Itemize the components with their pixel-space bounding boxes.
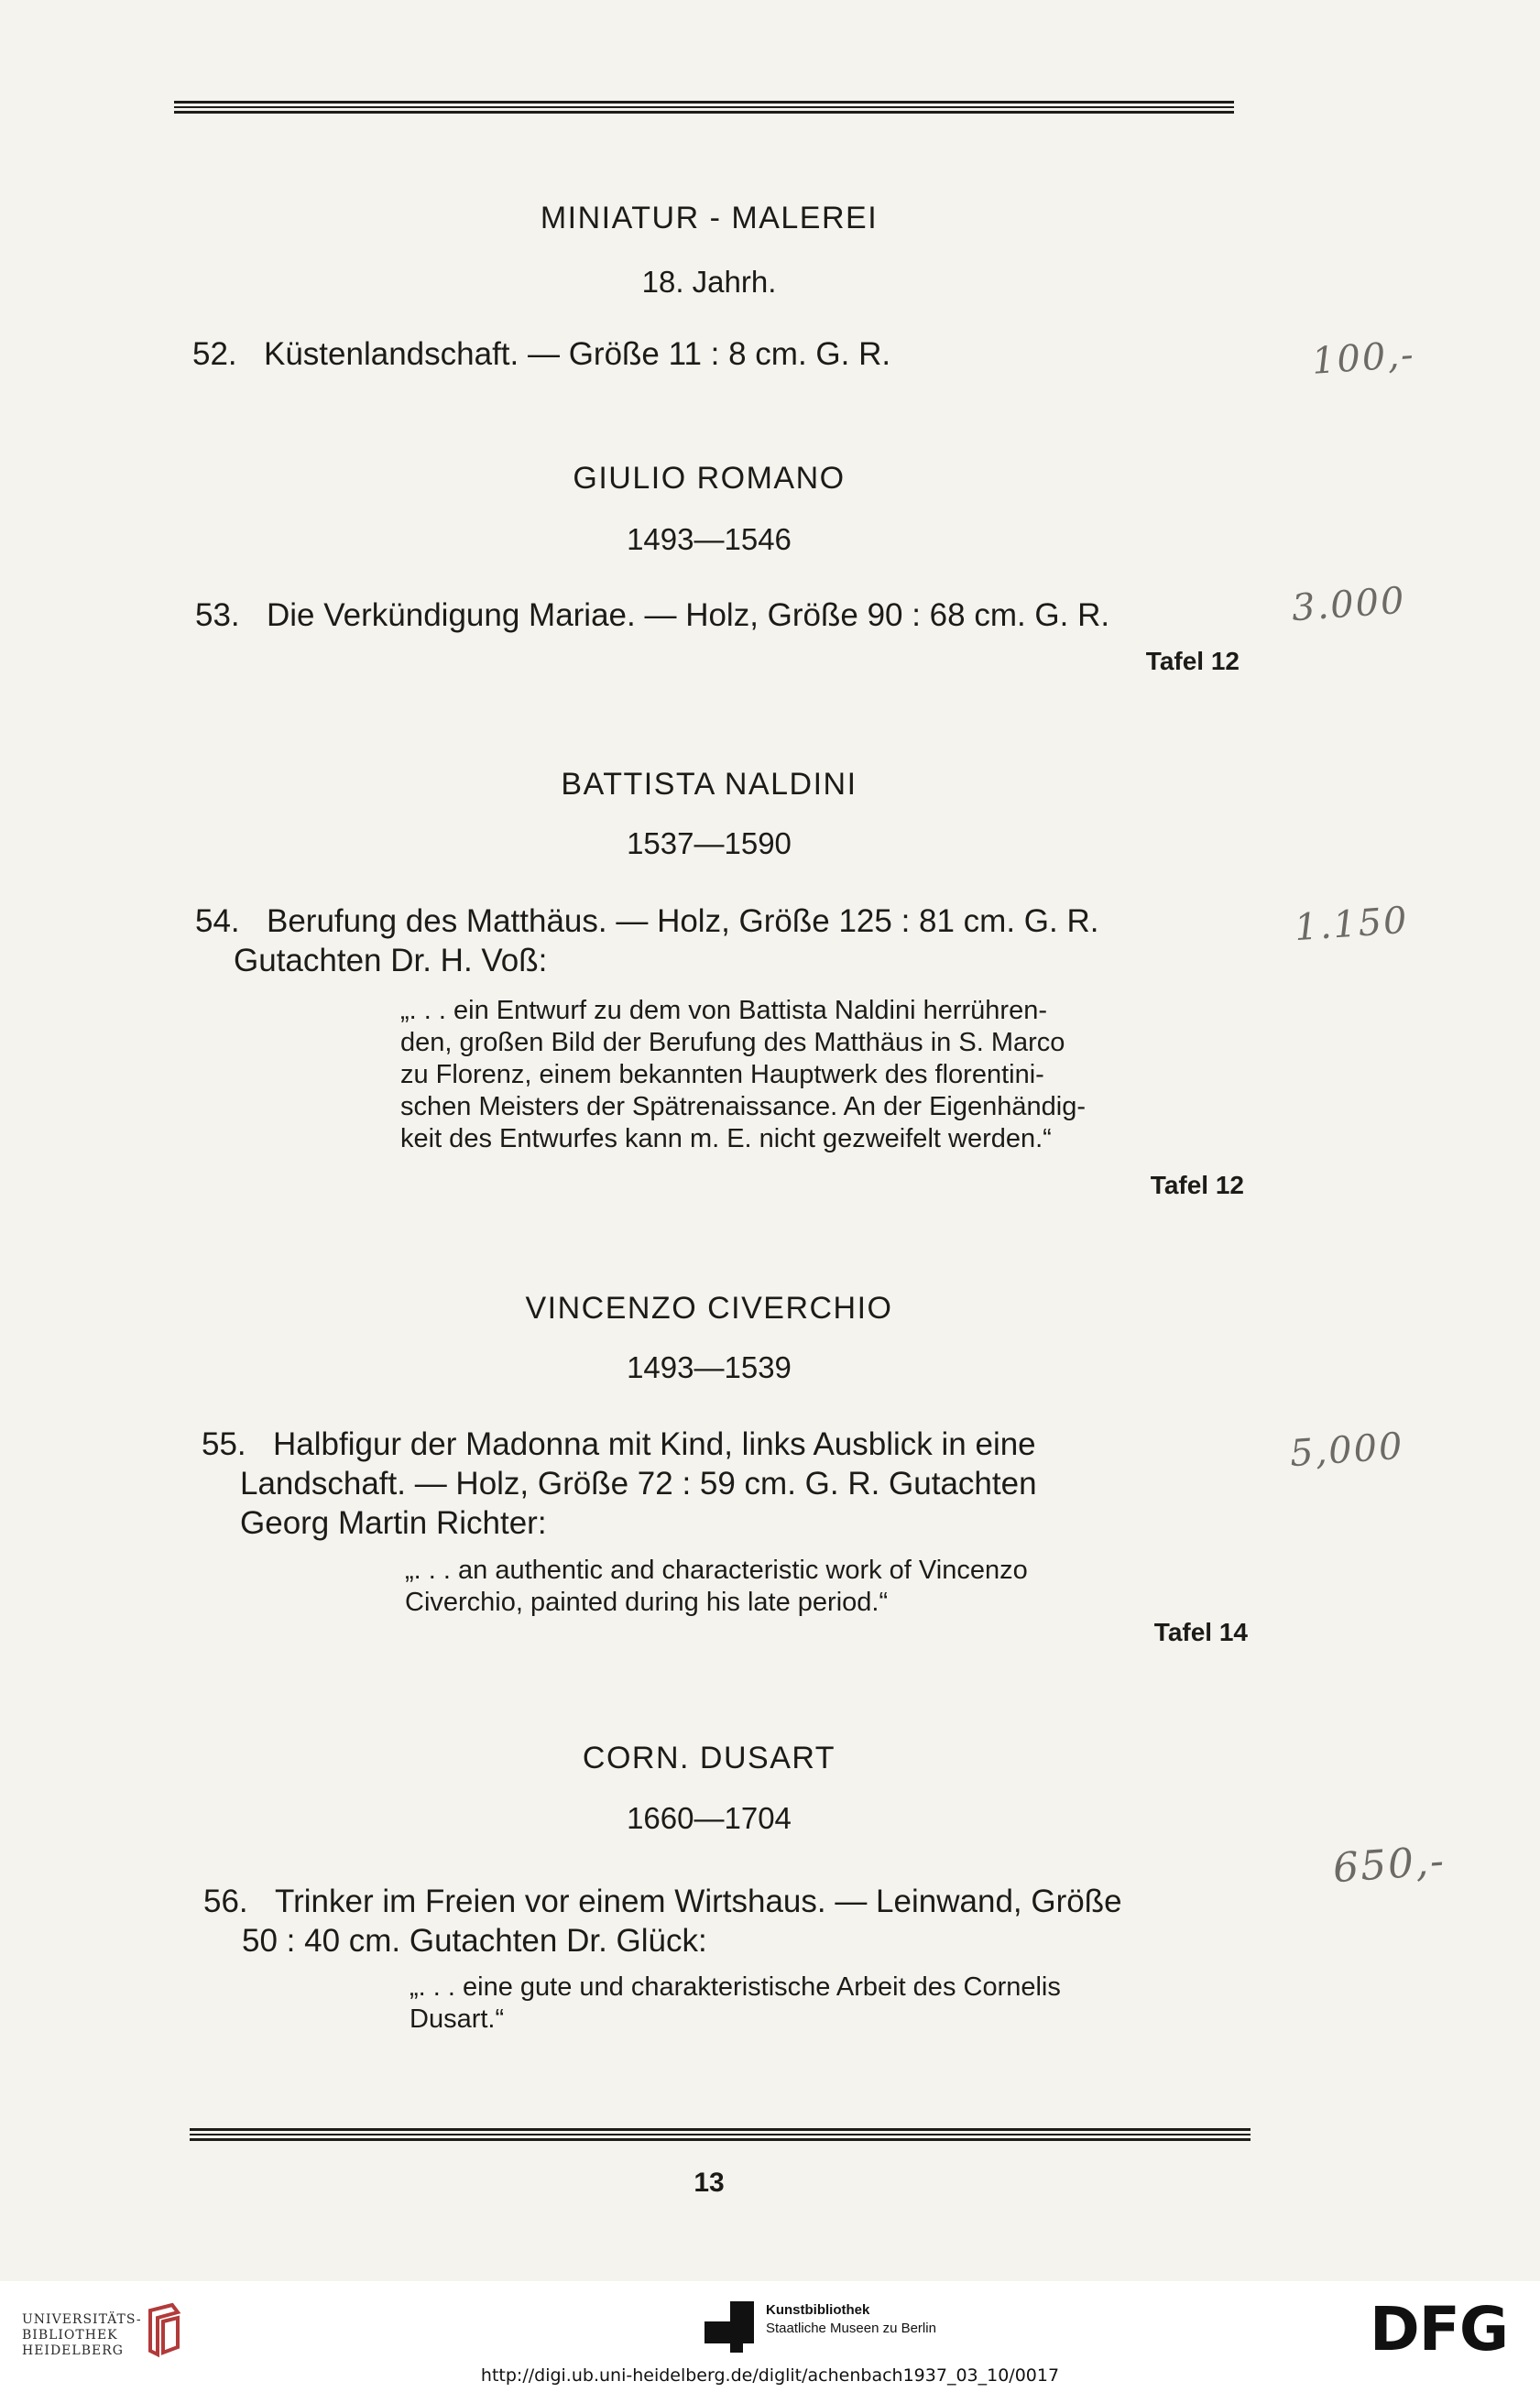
entry-number: 53. [195,597,240,633]
artist-dates: 1660—1704 [627,1801,792,1835]
quote-line: den, großen Bild der Berufung des Matthäus in S. Marco [400,1028,1065,1057]
artist-dates: 1493—1546 [627,522,792,556]
catalog-entry-52 [192,334,999,374]
entry-number: 52. [192,336,237,372]
entry-line: Berufung des Matthäus. — Holz, Größe 125 : 81 cm. G. R. [267,903,1099,939]
artist-heading: CORN. DUSART [582,1741,836,1775]
kunstbibliothek-name: Kunstbibliothek Staatliche Museen zu Berlin [766,2302,936,2336]
pencil-price: 5,000 [1288,1425,1405,1476]
artist-heading: MINIATUR - MALEREI [540,201,879,235]
quote-line: „. . . an authentic and characteristic work of Vincenzo [405,1556,1028,1585]
top-rule [174,101,1234,114]
catalog-entry-53 [195,595,1249,635]
entry-line: Küstenlandschaft. — Größe 11 : 8 cm. G. R. [264,336,891,372]
university-library-name: UNIVERSITÄTS- BIBLIOTHEK HEIDELBERG [22,2312,142,2358]
quote-line: keit des Entwurfes kann m. E. nicht gezweifelt werden.“ [400,1124,1052,1153]
pencil-price: 1.150 [1293,899,1410,950]
digitization-footer [0,2281,1540,2392]
entry-number: 54. [195,903,240,939]
bottom-rule [190,2128,1251,2142]
entry-line: 50 : 40 cm. Gutachten Dr. Glück: [242,1923,707,1959]
artist-dates: 1493—1539 [627,1350,792,1384]
expert-quote [410,1971,1251,2036]
university-logo-icon [137,2301,185,2358]
quote-line: Civerchio, painted during his late period.“ [405,1588,889,1617]
entry-line: Die Verkündigung Mariae. — Holz, Größe 90 : 68 cm. G. R. [267,597,1110,633]
artist-heading: GIULIO ROMANO [573,461,846,496]
catalog-entry-54 [195,901,1249,980]
quote-line: Dusart.“ [410,2004,505,2034]
quote-line: zu Florenz, einem bekannten Hauptwerk des florentini- [400,1060,1044,1089]
entry-line: Landschaft. — Holz, Größe 72 : 59 cm. G. R. Gutachten [240,1466,1037,1502]
quote-line: schen Meisters der Spätrenaissance. An der Eigenhändig- [400,1092,1086,1121]
entry-line: Georg Martin Richter: [240,1505,547,1541]
dfg-logo: DFG [1370,2294,1509,2365]
pencil-price: 650,- [1331,1837,1447,1893]
pencil-price: 100,- [1310,333,1417,383]
artist-heading: VINCENZO CIVERCHIO [525,1291,893,1326]
artist-heading: BATTISTA NALDINI [561,767,857,802]
kunstbibliothek-logo-icon [704,2301,756,2356]
entry-number: 56. [203,1884,248,1919]
quote-line: „. . . ein Entwurf zu dem von Battista Naldini herrühren- [400,996,1047,1025]
entry-line: Halbfigur der Madonna mit Kind, links Ausblick in eine [273,1426,1036,1462]
plate-reference: Tafel 14 [1153,1618,1248,1646]
entry-line: Gutachten Dr. H. Voß: [234,943,548,978]
catalog-entry-56 [203,1882,1255,1961]
permalink-url[interactable]: http://digi.ub.uni-heidelberg.de/diglit/achenbach1937_03_10/0017 [480,2365,1060,2386]
page-number: 13 [694,2168,725,2198]
quote-line: „. . . eine gute und charakteristische Arbeit des Cornelis [410,1972,1061,2002]
plate-reference: Tafel 12 [1150,1171,1244,1199]
pencil-price: 3.000 [1290,579,1407,630]
plate-reference: Tafel 12 [1145,647,1240,675]
catalog-entry-55 [202,1425,1253,1543]
expert-quote [400,995,1243,1155]
entry-line: Trinker im Freien vor einem Wirtshaus. — Leinwand, Größe [275,1884,1122,1919]
artist-dates: 1537—1590 [627,826,792,860]
artist-dates: 18. Jahrh. [641,265,777,299]
expert-quote [405,1555,1248,1619]
entry-number: 55. [202,1426,246,1462]
